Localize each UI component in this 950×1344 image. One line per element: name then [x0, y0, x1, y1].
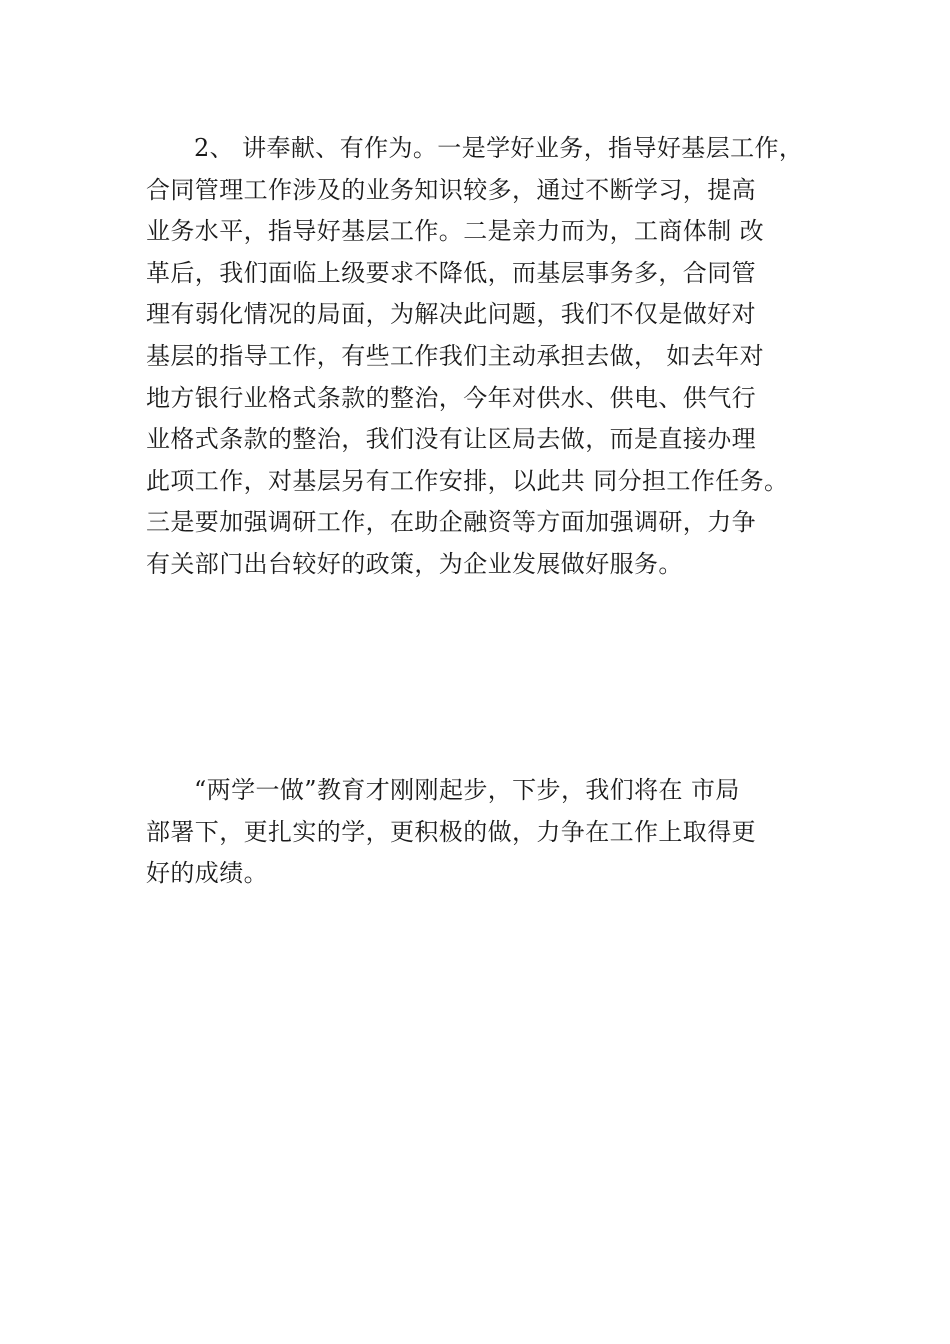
paragraph-line: 2、 讲奉献、有作为。一是学好业务，指导好基层工作，: [194, 134, 804, 162]
paragraph-line: 革后，我们面临上级要求不降低，而基层事务多，合同管: [146, 258, 756, 287]
paragraph-line: “两学一做”教育才刚刚起步，下步，我们将在 市局: [194, 776, 740, 804]
paragraph-line: 有关部门出台较好的政策，为企业发展做好服务。: [146, 549, 683, 578]
paragraph-line: 部署下，更扎实的学，更积极的做，力争在工作上取得更: [146, 817, 756, 846]
paragraph-contribution: [146, 128, 811, 586]
paragraph-line: 三是要加强调研工作，在助企融资等方面加强调研，力争: [146, 508, 756, 537]
paragraph-line: 业务水平，指导好基层工作。二是亲力而为，工商体制 改: [146, 217, 765, 246]
paragraph-line: 业格式条款的整治，我们没有让区局去做，而是直接办理: [146, 425, 756, 454]
paragraph-line: 理有弱化情况的局面，为解决此问题，我们不仅是做好对: [146, 300, 756, 329]
paragraph-line: 地方银行业格式条款的整治，今年对供水、供电、供气行: [146, 383, 756, 412]
paragraph-line: 好的成绩。: [146, 859, 268, 888]
paragraph-closing: [146, 770, 811, 895]
paragraph-line: 基层的指导工作，有些工作我们主动承担去做， 如去年对: [146, 341, 765, 370]
paragraph-line: 合同管理工作涉及的业务知识较多，通过不断学习，提高: [146, 175, 756, 204]
paragraph-line: 此项工作，对基层另有工作安排，以此共 同分担工作任务。: [146, 466, 789, 495]
